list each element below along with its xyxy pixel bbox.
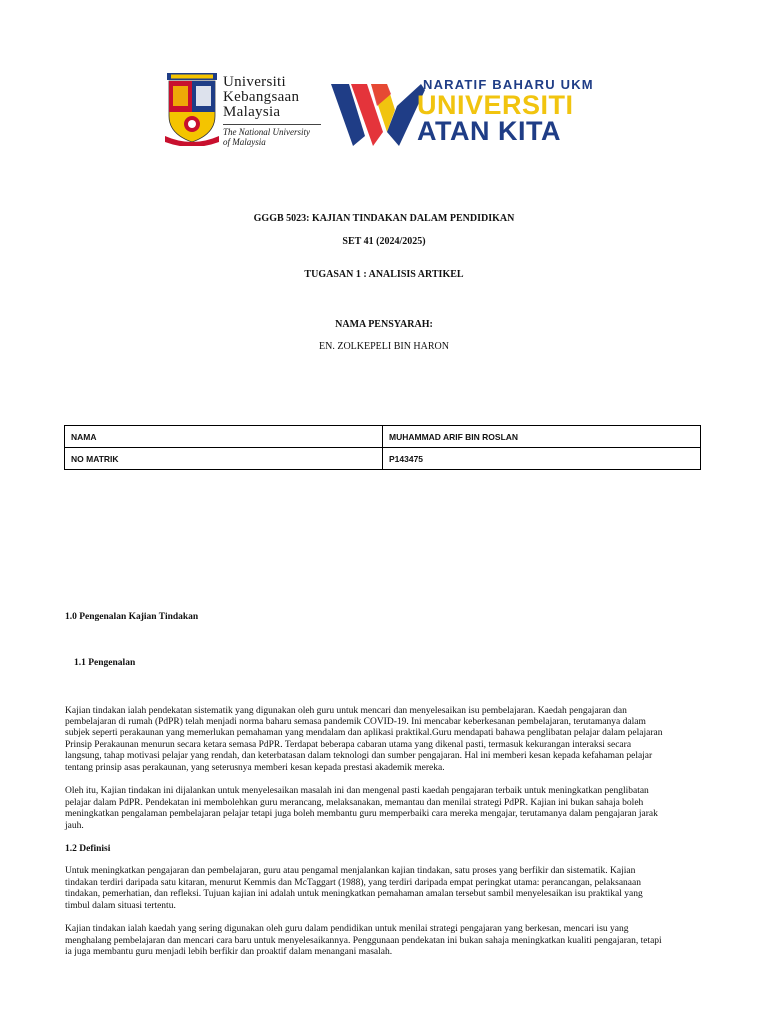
student-info-table [64,425,701,470]
text-line: Prinsip Perakaunan menurun secara ketara semasa PdPR. Terdapat beberapa cabaran utama yang dikenal pasti, termasuk kekurangan interaksi secara [65,740,632,750]
text-line: pembelajaran di rumah (PdPR) telah menjadi norma baharu semasa pandemik COVID-19. Ini mencabar keberkesanan pembelajaran, terutamanya dalam [65,717,646,727]
ukm-english-line-2: of Malaysia [223,136,266,147]
lecturer-label: NAMA PENSYARAH: [335,319,433,330]
subsection-heading-1-1: 1.1 Pengenalan [74,658,136,668]
text-line: meningkatkan pengalaman pembelajaran pelajar tetapi juga boleh membantu guru memperbaiki cara mereka mengajar, terutamanya dalam pengajaran jarak [65,809,658,819]
text-line: pelajar dalam PdPR. Pendekatan ini membolehkan guru merancang, melaksanakan, memantau dan menilai strategi PdPR. Kajian ini bukan sahaja boleh [65,798,644,808]
ukm-wordmark [223,75,327,147]
text-line: Kajian tindakan ialah kaedah yang sering digunakan oleh guru dalam pendidikan untuk menilai strategi pengajaran yang berkesan, mencari isu yang [65,924,629,934]
text-line: jauh. [65,821,84,831]
lecturer-name: EN. ZOLKEPELI BIN HARON [319,341,449,352]
naratif-baharu-logo [331,76,594,148]
ukm-english-line-1: The National University [223,127,310,137]
ukm-name-line-2: Kebangsaan [223,89,300,105]
text-line: timbul dalam situasi tertentu. [65,901,176,911]
name-label-cell: NAMA [65,426,383,448]
subsection-heading-1-2: 1.2 Definisi [65,844,111,854]
big-w-icon [331,76,429,148]
matric-value-cell: P143475 [383,448,701,470]
text-line: subjek seperti perakaunan yang memerlukan pemahaman yang mendalam dan aplikasi praktikal.Guru mendapati bahawa penglibatan pelajar dalam pelajaran [65,728,663,738]
matric-label-cell: NO MATRIK [65,448,383,470]
text-line: ia juga membantu guru menjadi lebih berfikir dan proaktif dalam menangani masalah. [65,947,393,957]
assignment-title: TUGASAN 1 : ANALISIS ARTIKEL [304,269,464,280]
set-label: SET 41 (2024/2025) [342,236,426,247]
ukm-crest-icon [165,72,219,146]
atan-kita-wordmark: ATAN KITA [417,116,561,146]
section-heading-1: 1.0 Pengenalan Kajian Tindakan [65,612,199,622]
text-line: tindakan terdiri daripada satu kitaran, menurut Kemmis dan McTaggart (1988), yang terdiri daripada empat peringkat utama: perancangan, pelaksanaan [65,878,641,888]
text-line: Oleh itu, Kajian tindakan ini dijalankan untuk menyelesaikan masalah ini dan mengenal pasti kaedah pengajaran terbaik untuk meningkatkan penglibatan [65,786,649,796]
universiti-wordmark: UNIVERSITI [417,90,574,120]
text-line: Kajian tindakan ialah pendekatan sistematik yang digunakan oleh guru untuk mencari dan menyelesaikan isu pembelajaran. Kaedah pengajaran dan [65,706,627,716]
text-line: langsung, tahap motivasi pelajar yang rendah, dan keterbatasan dalam teknologi dan sumber pengajaran. Hal ini memberi kesan kepada kefahaman pelajar [65,751,653,761]
text-line: menghalang pembelajaran dan mencari cara baru untuk menyelesaikannya. Penggunaan pendekatan ini bukan sahaja meningkatkan kualiti pengajaran, tetapi [65,936,662,946]
naratif-tagline: NARATIF BAHARU UKM [423,77,594,92]
text-line: tentang prinsip asas perakaunan, yang seterusnya memberi kesan kepada prestasi akademik mereka. [65,763,445,773]
text-line: Untuk meningkatkan pengajaran dan pembelajaran, guru atau pengamal menjalankan kajian tindakan, satu proses yang berfikir dan sistematik. Kajian [65,866,636,876]
name-value-cell: MUHAMMAD ARIF BIN ROSLAN [383,426,701,448]
ukm-name-line-1: Universiti [223,74,286,90]
ukm-name-line-3: Malaysia [223,104,281,120]
text-line: tindakan, pemerhatian, dan refleksi. Tujuan kajian ini adalah untuk meningkatkan pemahaman amalan tersebut sambil menyelesaikan isu praktikal yang [65,889,643,899]
ukm-divider [223,124,321,125]
ukm-logo [165,72,325,150]
table-row [65,448,701,470]
table-row [65,426,701,448]
course-title: GGGB 5023: KAJIAN TINDAKAN DALAM PENDIDIKAN [253,213,515,224]
